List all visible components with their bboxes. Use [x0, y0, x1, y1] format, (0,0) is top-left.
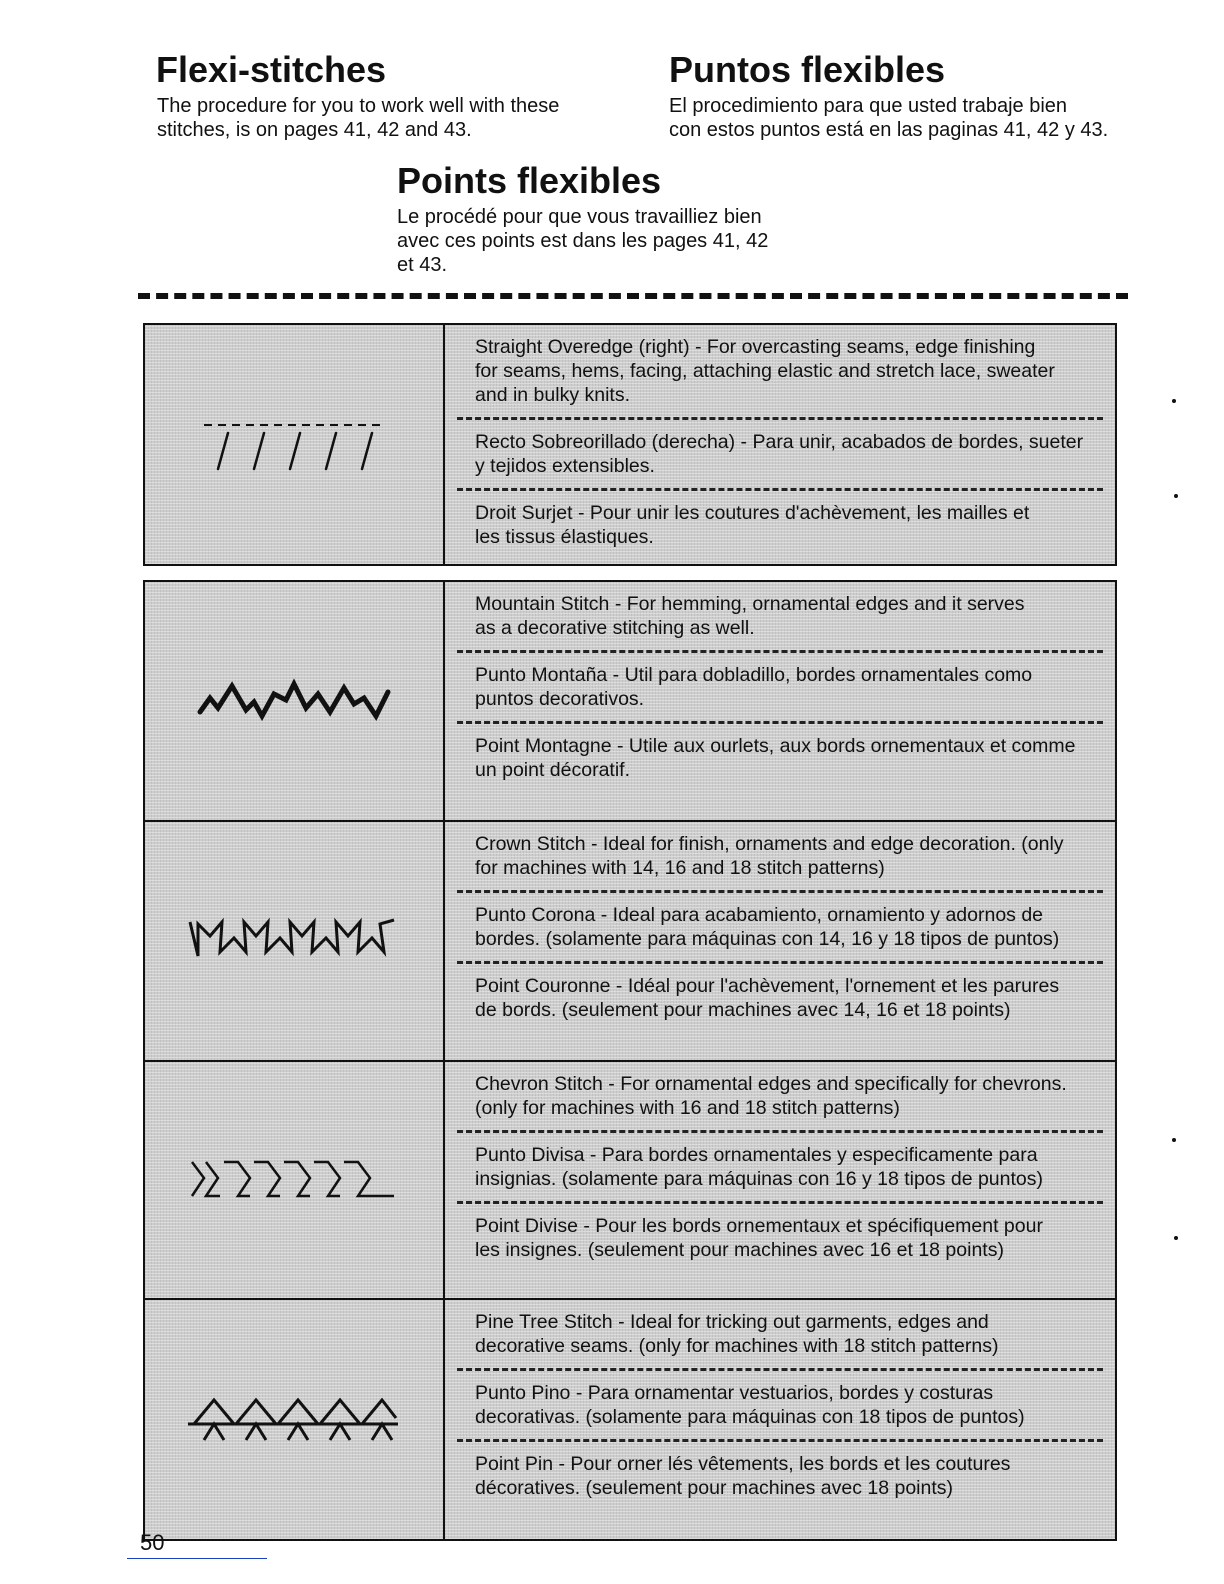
mountain-stitch-symbol-cell	[145, 582, 445, 821]
intro-english-line: The procedure for you to work well with these	[157, 95, 560, 117]
crown-stitch-symbol-cell	[145, 822, 445, 1061]
description-french	[475, 1214, 1103, 1262]
description-english	[475, 592, 1103, 640]
intro-spanish-line: con estos puntos está en las paginas 41, 42 y 43.	[669, 119, 1109, 141]
intro-french-line: avec ces points est dans les pages 41, 42	[397, 230, 769, 252]
description-spanish	[475, 1381, 1103, 1429]
text-line: for seams, hems, facing, attaching elastic and stretch lace, sweater	[475, 360, 1055, 382]
stitch-description	[445, 1300, 1115, 1539]
description-spanish	[475, 663, 1103, 711]
language-divider	[457, 1439, 1103, 1442]
language-divider	[457, 488, 1103, 491]
stitch-row-straight-overedge	[143, 323, 1117, 566]
description-english	[475, 335, 1103, 407]
stitch-row-mountain	[143, 580, 1117, 823]
stitch-row-chevron	[143, 1060, 1117, 1303]
text-line: Point Montagne - Utile aux ourlets, aux bords ornementaux et comme	[475, 735, 1076, 757]
description-french	[475, 974, 1103, 1022]
scan-speck	[1174, 1236, 1178, 1240]
intro-english	[157, 94, 559, 142]
text-line: Crown Stitch - Ideal for finish, ornaments and edge decoration. (only	[475, 833, 1064, 855]
chevron-stitch-symbol-cell	[145, 1062, 445, 1301]
stitch-description	[445, 822, 1115, 1061]
description-english	[475, 1072, 1103, 1120]
crown-stitch-icon	[184, 912, 404, 972]
text-line: y tejidos extensibles.	[475, 455, 655, 477]
description-spanish	[475, 430, 1103, 478]
description-english	[475, 1310, 1103, 1358]
scan-speck	[1172, 1138, 1176, 1142]
text-line: (only for machines with 16 and 18 stitch patterns)	[475, 1097, 900, 1119]
description-spanish	[475, 903, 1103, 951]
title-french: Points flexibles	[397, 160, 662, 201]
text-line: Mountain Stitch - For hemming, ornamental edges and it serves	[475, 593, 1025, 615]
text-line: Punto Corona - Ideal para acabamiento, ornamiento y adornos de	[475, 904, 1044, 926]
language-divider	[457, 721, 1103, 724]
text-line: for machines with 14, 16 and 18 stitch patterns)	[475, 857, 885, 879]
text-line: les insignes. (seulement pour machines avec 16 et 18 points)	[475, 1239, 1004, 1261]
language-divider	[457, 417, 1103, 420]
description-spanish	[475, 1143, 1103, 1191]
intro-french-line: et 43.	[397, 254, 448, 276]
page-number: 50	[140, 1530, 165, 1555]
text-line: puntos decorativos.	[475, 688, 645, 710]
scan-speck	[1174, 494, 1178, 498]
language-divider	[457, 1201, 1103, 1204]
text-line: les tissus élastiques.	[475, 526, 654, 548]
text-line: Punto Montaña - Util para dobladillo, bordes ornamentales como	[475, 664, 1033, 686]
text-line: as a decorative stitching as well.	[475, 617, 755, 639]
intro-french	[397, 205, 768, 277]
title-english: Flexi-stitches	[156, 49, 387, 90]
description-french	[475, 501, 1103, 549]
text-line: un point décoratif.	[475, 759, 631, 781]
text-line: Straight Overedge (right) - For overcasting seams, edge finishing	[475, 336, 1036, 358]
text-line: Chevron Stitch - For ornamental edges and specifically for chevrons.	[475, 1073, 1067, 1095]
pine-tree-stitch-icon	[184, 1390, 404, 1450]
intro-french-line: Le procédé pour que vous travailliez bien	[397, 206, 762, 228]
text-line: Point Pin - Pour orner lés vêtements, les bords et les coutures	[475, 1453, 1011, 1475]
intro-spanish	[669, 94, 1108, 142]
text-line: bordes. (solamente para máquinas con 14, 16 y 18 tipos de puntos)	[475, 928, 1060, 950]
language-divider	[457, 1368, 1103, 1371]
stitch-description	[445, 1062, 1115, 1301]
text-line: Pine Tree Stitch - Ideal for tricking out garments, edges and	[475, 1311, 989, 1333]
straight-overedge-symbol-cell	[145, 325, 445, 564]
title-spanish: Puntos flexibles	[669, 49, 946, 90]
language-divider	[457, 650, 1103, 653]
footer-rule	[127, 1558, 267, 1559]
text-line: Recto Sobreorillado (derecha) - Para unir, acabados de bordes, sueter	[475, 431, 1084, 453]
stitch-row-crown	[143, 820, 1117, 1063]
intro-english-line: stitches, is on pages 41, 42 and 43.	[157, 119, 472, 141]
chevron-stitch-icon	[184, 1152, 404, 1212]
description-french	[475, 734, 1103, 782]
text-line: decorativas. (solamente para máquinas con 18 tipos de puntos)	[475, 1406, 1025, 1428]
text-line: and in bulky knits.	[475, 384, 631, 406]
description-french	[475, 1452, 1103, 1500]
language-divider	[457, 890, 1103, 893]
mountain-stitch-icon	[194, 672, 394, 732]
pine-tree-stitch-symbol-cell	[145, 1300, 445, 1539]
text-line: Punto Pino - Para ornamentar vestuarios, bordes y costuras	[475, 1382, 994, 1404]
text-line: Point Couronne - Idéal pour l'achèvement, l'ornement et les parures	[475, 975, 1060, 997]
text-line: decorative seams. (only for machines with 18 stitch patterns)	[475, 1335, 999, 1357]
stitch-description	[445, 582, 1115, 821]
language-divider	[457, 961, 1103, 964]
straight-overedge-icon	[184, 405, 404, 485]
header-divider	[138, 293, 1128, 299]
text-line: de bords. (seulement pour machines avec 14, 16 et 18 points)	[475, 999, 1011, 1021]
intro-spanish-line: El procedimiento para que usted trabaje bien	[669, 95, 1068, 117]
language-divider	[457, 1130, 1103, 1133]
text-line: insignias. (solamente para máquinas con 16 y 18 tipos de puntos)	[475, 1168, 1044, 1190]
text-line: Punto Divisa - Para bordes ornamentales y especificamente para	[475, 1144, 1038, 1166]
scan-speck	[1172, 399, 1176, 403]
text-line: Point Divise - Pour les bords ornementaux et spécifiquement pour	[475, 1215, 1043, 1237]
stitch-row-pine-tree	[143, 1298, 1117, 1541]
description-english	[475, 832, 1103, 880]
text-line: Droit Surjet - Pour unir les coutures d'achèvement, les mailles et	[475, 502, 1030, 524]
text-line: décoratives. (seulement pour machines avec 18 points)	[475, 1477, 953, 1499]
stitch-description	[445, 325, 1115, 564]
